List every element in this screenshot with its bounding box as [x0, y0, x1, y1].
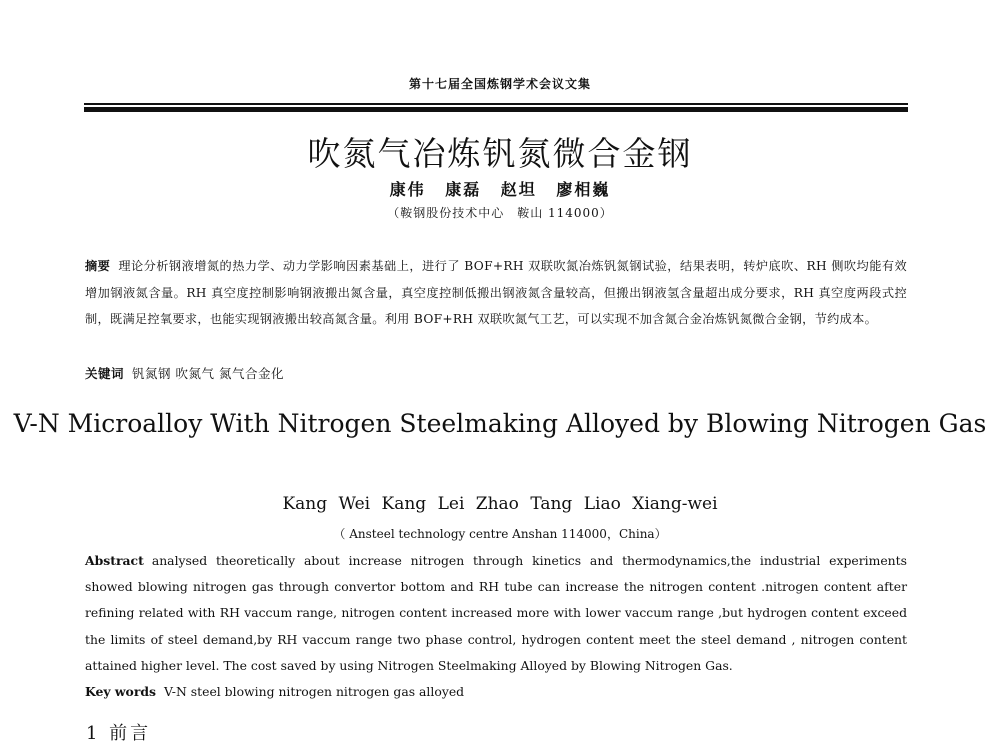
- abstract-chinese-label: 摘要: [85, 259, 111, 273]
- authors-chinese: 康伟 康磊 赵坦 廖相巍: [389, 180, 611, 199]
- abstract-chinese-text: 理论分析钢液增氮的热力学、动力学影响因素基础上，进行了 BOF+RH 双联吹氮冶炼钒氮钢试验，结果表明，转炉底吹、RH 侧吹均能有效增加钢液氮含量。RH 真空度控制影响钢液搬出氮含量，真空度控制低搬出钢液氮含量较高，但搬出钢液氢含量超出成分要求，RH 真空度两段式控制，既满足控氧要求，也能实现钢液搬出较高氮含量。利用 BOF+RH 双联吹氮气工艺，可以实现不加含氮合金冶炼钒氮微合金钢，节约成本。: [85, 259, 907, 326]
- section-heading: 1 前言: [86, 723, 152, 744]
- affiliation-chinese: （鞍钢股份技术中心 鞍山 114000）: [387, 206, 613, 220]
- abstract-chinese: [85, 253, 907, 333]
- header-rule-thin: [84, 103, 908, 105]
- keywords-chinese-text: 钒氮钢 吹氮气 氮气合金化: [132, 366, 284, 381]
- keywords-english-label: Key words: [85, 684, 156, 699]
- abstract-english: [85, 548, 907, 679]
- keywords-chinese-label: 关键词: [85, 366, 125, 381]
- abstract-english-label: Abstract: [85, 553, 144, 568]
- title-english: V-N Microalloy With Nitrogen Steelmaking Alloyed by Blowing Nitrogen Gas: [13, 409, 987, 438]
- header-rule-thick: [84, 107, 908, 112]
- keywords-chinese: [85, 364, 907, 382]
- proceedings-header: 第十七届全国炼钢学术会议文集: [408, 77, 591, 91]
- affiliation-english: （ Ansteel technology centre Anshan 114000，China）: [333, 527, 667, 541]
- title-chinese: 吹氮气冶炼钒氮微合金钢: [307, 134, 693, 173]
- keywords-english: [85, 684, 907, 699]
- authors-english: Kang Wei Kang Lei Zhao Tang Liao Xiang-wei: [282, 494, 718, 514]
- keywords-english-text: V-N steel blowing nitrogen nitrogen gas alloyed: [164, 684, 465, 699]
- abstract-english-text: analysed theoretically about increase nitrogen through kinetics and thermodynamics,the industrial experiments showed blowing nitrogen gas through convertor bottom and RH tube can increase the nitrogen content .nitrogen content after refining related with RH vaccum range, nitrogen content increased more with lower vaccum range ,but hydrogen content exceed the limits of steel demand,by RH vaccum range two phase control, hydrogen content meet the steel demand , nitrogen content attained higher level. The cost saved by using Nitrogen Steelmaking Alloyed by Blowing Nitrogen Gas.: [85, 553, 907, 673]
